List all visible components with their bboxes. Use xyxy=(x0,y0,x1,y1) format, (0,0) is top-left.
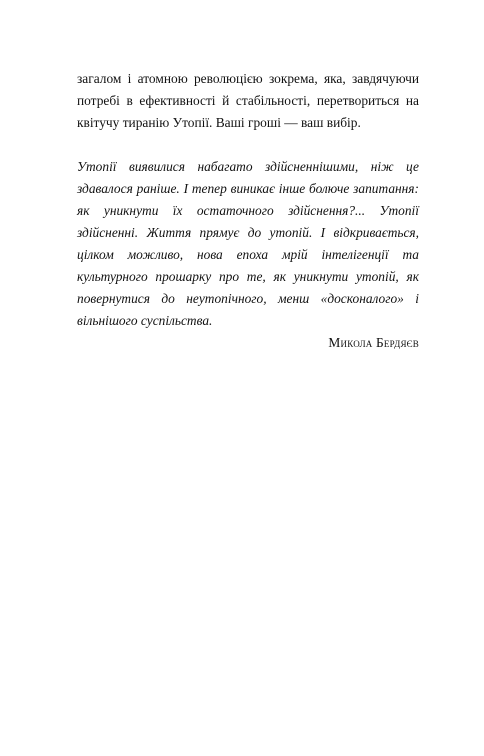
epigraph xyxy=(77,156,419,354)
body-paragraph: загалом і атомною революцією зокрема, яка, завдячуючи потребі в ефективності й стабільності, перетвориться на квітучу тиранію Утопії. Ваші гроші — ваш вибір. xyxy=(77,71,419,130)
book-page xyxy=(77,68,419,354)
epigraph-author: Микола Бердяєв xyxy=(328,335,419,350)
epigraph-quote: Утопії виявилися набагато здійсненнішими, ніж це здавалося раніше. І тепер виникає інше болюче запитання: як уникнути їх остаточного здійснення?... Утопії здійсненні. Життя прямує до утопій. І відкривається, цілком можливо, нова епоха мрій інтелігенції та культурного прошарку про те, як уникнути утопій, як повернутися до неутопічного, менш «досконалого» і вільнішого суспільства. xyxy=(77,159,419,328)
